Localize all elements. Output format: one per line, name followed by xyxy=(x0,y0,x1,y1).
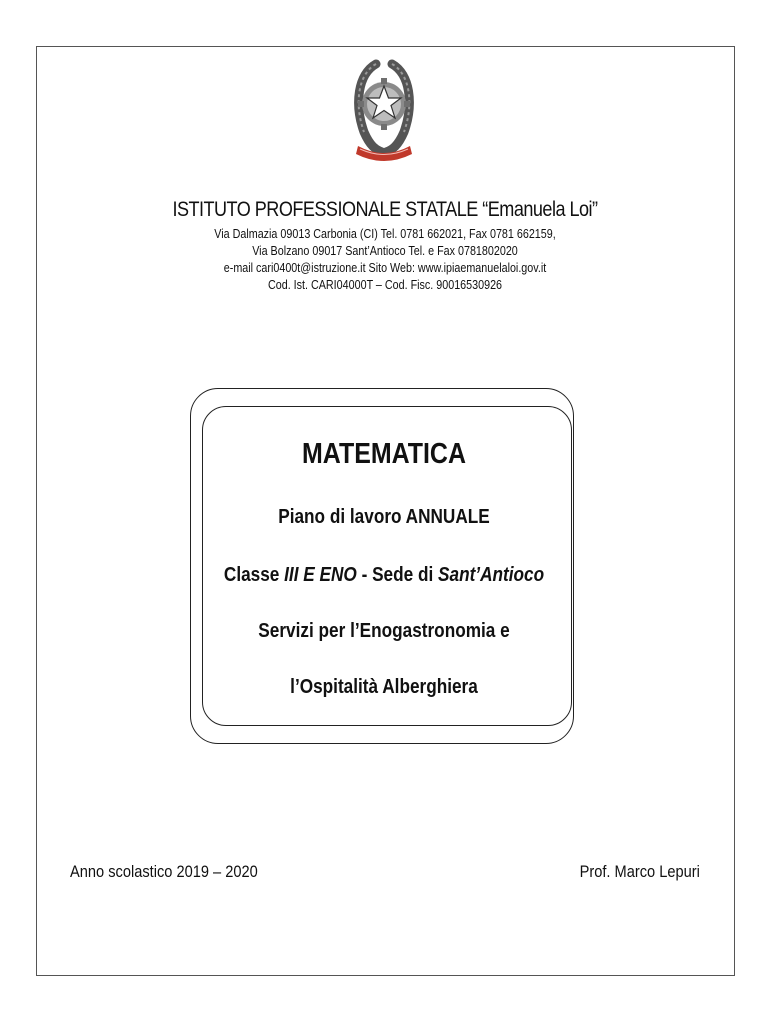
institute-header xyxy=(0,198,770,294)
title-box xyxy=(190,388,578,750)
address-line: Via Bolzano 09017 Sant’Antioco Tel. e Fax 0781802020 xyxy=(252,244,518,258)
school-year: Anno scolastico 2019 – 2020 xyxy=(70,862,258,881)
course-line-2: l’Ospitalità Alberghiera xyxy=(290,676,478,698)
codes-line: Cod. Ist. CARI04000T – Cod. Fisc. 90016530926 xyxy=(267,278,503,292)
teacher-name: Prof. Marco Lepuri xyxy=(579,862,700,881)
class-site: Sant’Antioco xyxy=(438,564,545,586)
class-line xyxy=(217,564,551,587)
course-line-1: Servizi per l’Enogastronomia e xyxy=(258,620,510,642)
subject-title: MATEMATICA xyxy=(302,438,466,470)
institute-name: ISTITUTO PROFESSIONALE STATALE “Emanuela Loi” xyxy=(172,198,598,221)
class-prefix: Classe xyxy=(223,564,285,586)
contact-line: e-mail cari0400t@istruzione.it Sito Web: www.ipiaemanuelaloi.gov.it xyxy=(223,261,547,275)
address-line: Via Dalmazia 09013 Carbonia (CI) Tel. 0781 662021, Fax 0781 662159, xyxy=(214,227,556,241)
class-separator: - Sede di xyxy=(356,564,439,586)
italian-republic-emblem-icon xyxy=(346,54,422,166)
class-name: III E ENO xyxy=(284,564,357,586)
plan-title: Piano di lavoro ANNUALE xyxy=(278,506,490,528)
